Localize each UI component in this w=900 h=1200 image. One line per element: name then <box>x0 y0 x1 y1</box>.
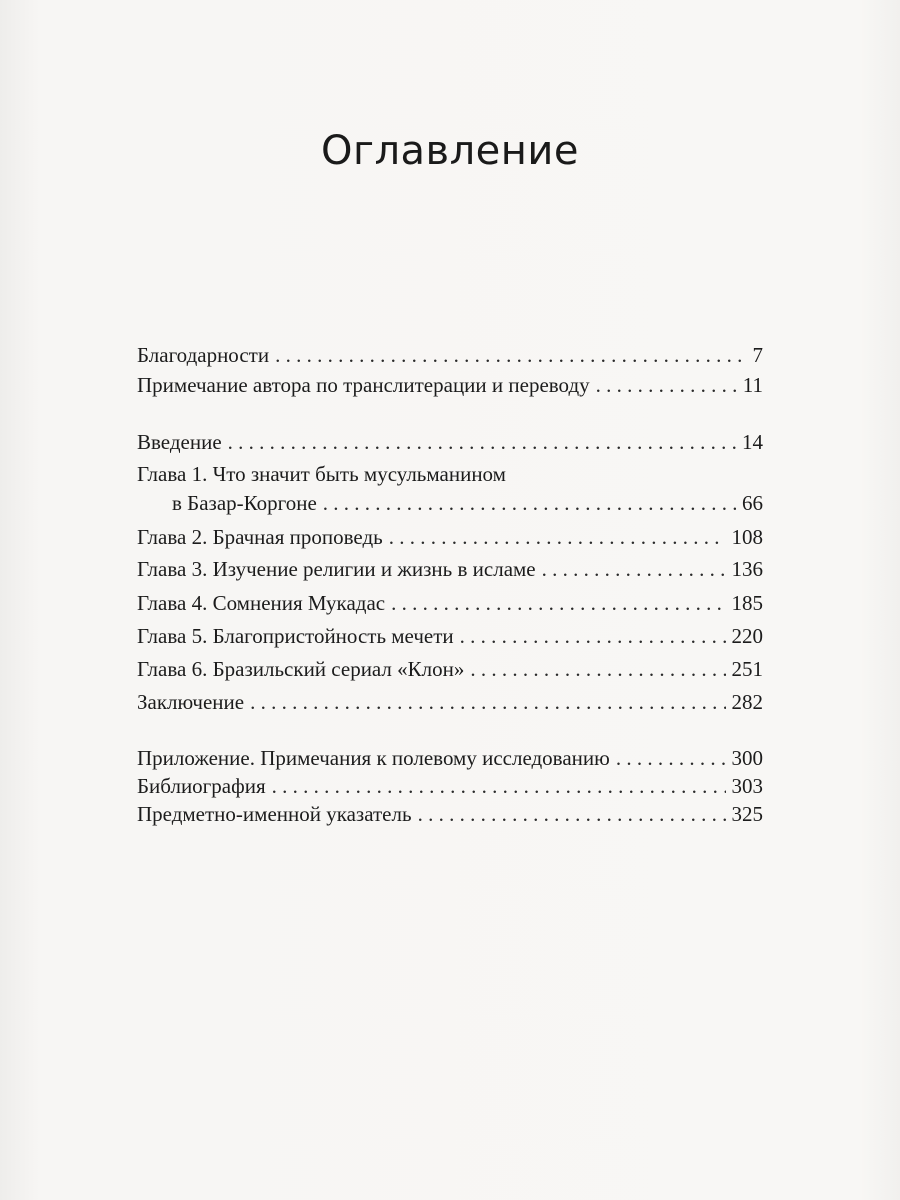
toc-page-number: 303 <box>731 774 763 798</box>
toc-leader-dots <box>542 556 726 582</box>
toc-leader-dots <box>250 689 725 715</box>
toc-page-number: 300 <box>731 746 763 770</box>
toc-entry <box>137 342 763 368</box>
toc-entry <box>137 773 763 799</box>
toc-entry <box>137 623 763 649</box>
toc-page-number: 66 <box>742 491 763 515</box>
toc-entry-label: Приложение. Примечания к полевому исследованию <box>137 746 610 770</box>
toc-entry-label: Введение <box>137 430 222 454</box>
toc-page-number: 136 <box>731 557 763 581</box>
toc-leader-dots <box>470 656 725 682</box>
toc-entry-label: Глава 6. Бразильский сериал «Клон» <box>137 657 465 681</box>
toc-entry <box>137 590 763 616</box>
toc-leader-dots <box>460 623 726 649</box>
toc-page-number: 251 <box>731 657 763 681</box>
toc-entry <box>137 556 763 582</box>
toc-page-number: 108 <box>731 525 763 549</box>
toc-entry-label-line1: Глава 1. Что значит быть мусульманином <box>137 462 506 486</box>
toc-page-number: 325 <box>731 802 763 826</box>
toc-entry-label: Глава 3. Изучение религии и жизнь в исламе <box>137 557 536 581</box>
toc-entry-label: Примечание автора по транслитерации и переводу <box>137 373 590 397</box>
toc-leader-dots <box>228 429 736 455</box>
toc-entry <box>137 372 763 398</box>
toc-entry-label: Благодарности <box>137 343 270 367</box>
toc-page-number: 14 <box>742 430 763 454</box>
page-title: Оглавление <box>320 128 580 174</box>
toc-entry-label: Заключение <box>137 690 245 714</box>
toc-entry <box>137 524 763 550</box>
toc-entry <box>137 801 763 827</box>
toc-page-number: 7 <box>752 343 763 367</box>
toc-page-number: 185 <box>731 591 763 615</box>
toc-entry-label-line2: в Базар-Коргоне <box>172 491 317 515</box>
toc-entry <box>137 656 763 682</box>
toc-entry-label: Предметно-именной указатель <box>137 802 412 826</box>
toc-leader-dots <box>391 590 725 616</box>
toc-entry <box>137 745 763 771</box>
toc-page-number: 220 <box>731 624 763 648</box>
toc-entry <box>137 689 763 715</box>
toc-leader-dots <box>272 773 726 799</box>
toc-page-number: 282 <box>731 690 763 714</box>
toc-entry-label: Библиография <box>137 774 266 798</box>
toc-leader-dots <box>323 490 736 516</box>
toc-entry-label: Глава 5. Благопристойность мечети <box>137 624 454 648</box>
toc-leader-dots <box>596 372 737 398</box>
toc-leader-dots <box>275 342 746 368</box>
toc-entry <box>137 490 763 516</box>
toc-leader-dots <box>616 745 726 771</box>
toc-entry-label: Глава 4. Сомнения Мукадас <box>137 591 386 615</box>
toc-entry <box>137 429 763 455</box>
toc-leader-dots <box>418 801 726 827</box>
toc-entry-label: Глава 2. Брачная проповедь <box>137 525 383 549</box>
toc-leader-dots <box>389 524 726 550</box>
toc-page-number: 11 <box>742 373 763 397</box>
